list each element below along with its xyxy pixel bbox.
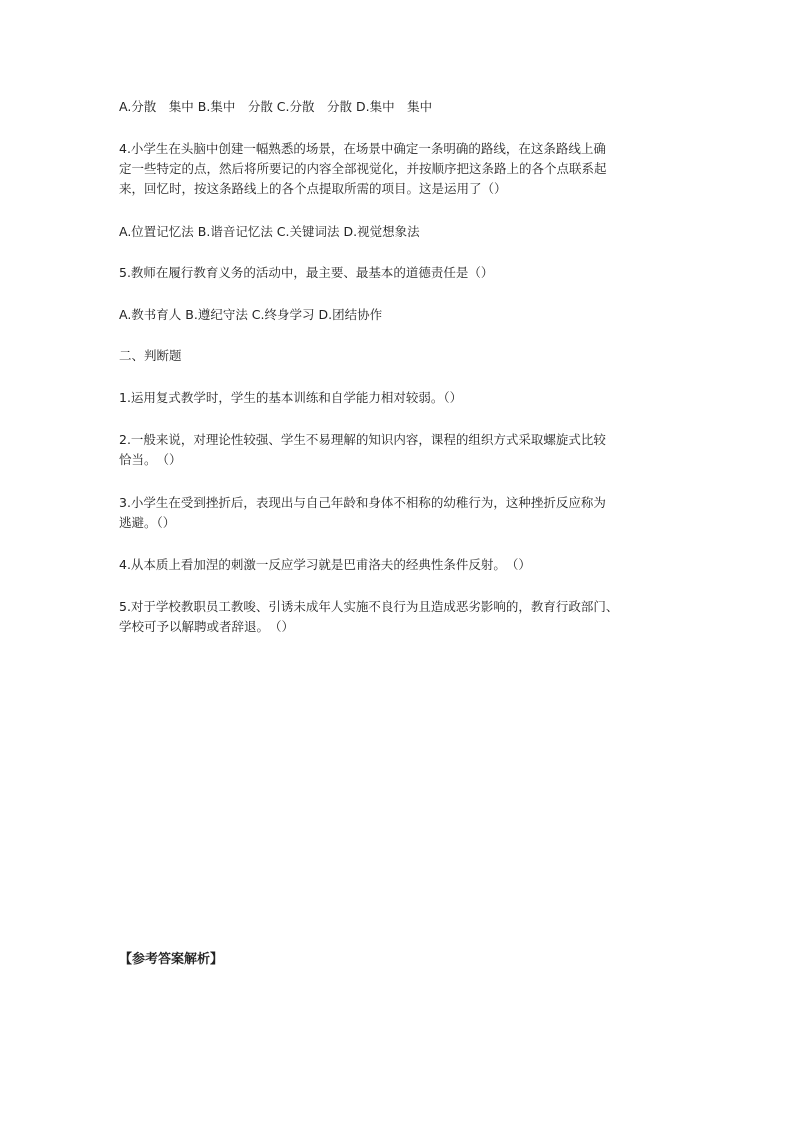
judge-question-3-line-1: 3.小学生在受到挫折后，表现出与自己年龄和身体不相称的幼稚行为，这种挫折反应称为	[119, 495, 606, 510]
judge-question-1: 1.运用复式教学时，学生的基本训练和自学能力相对较弱。（）	[119, 390, 463, 405]
q5-options: A.教书育人 B.遵纪守法 C.终身学习 D.团结协作	[119, 307, 383, 322]
judge-question-5-line-1: 5.对于学校教职员工教唆、引诱未成年人实施不良行为且造成恶劣影响的，教育行政部门、	[119, 599, 619, 614]
section-title-judgement: 二、判断题	[119, 348, 182, 363]
judge-question-3-line-2: 逃避。（）	[119, 515, 176, 530]
q3-options: A.分散 集中 B.集中 分散 C.分散 分散 D.集中 集中	[119, 99, 433, 114]
q4-stem-line-2: 定一些特定的点，然后将所要记的内容全部视觉化，并按顺序把这条路上的各个点联系起	[119, 161, 607, 176]
q5-stem: 5.教师在履行教育义务的活动中，最主要、最基本的道德责任是（）	[119, 265, 494, 280]
q4-options: A.位置记忆法 B.谐音记忆法 C.关键词法 D.视觉想象法	[119, 224, 420, 239]
answer-section-heading: 【参考答案解析】	[119, 952, 224, 967]
q4-stem-line-3: 来，回忆时，按这条路线上的各个点提取所需的项目。这是运用了（）	[119, 181, 507, 196]
judge-question-2-line-2: 恰当。 （）	[119, 452, 182, 467]
judge-question-5-line-2: 学校可予以解聘或者辞退。 （）	[119, 619, 295, 634]
judge-question-4: 4.从本质上看加涅的刺激一反应学习就是巴甫洛夫的经典性条件反射。 （）	[119, 557, 531, 572]
judge-question-2-line-1: 2.一般来说，对理论性较强、学生不易理解的知识内容，课程的组织方式采取螺旋式比较	[119, 432, 606, 447]
q4-stem-line-1: 4.小学生在头脑中创建一幅熟悉的场景，在场景中确定一条明确的路线，在这条路线上确	[119, 141, 606, 156]
